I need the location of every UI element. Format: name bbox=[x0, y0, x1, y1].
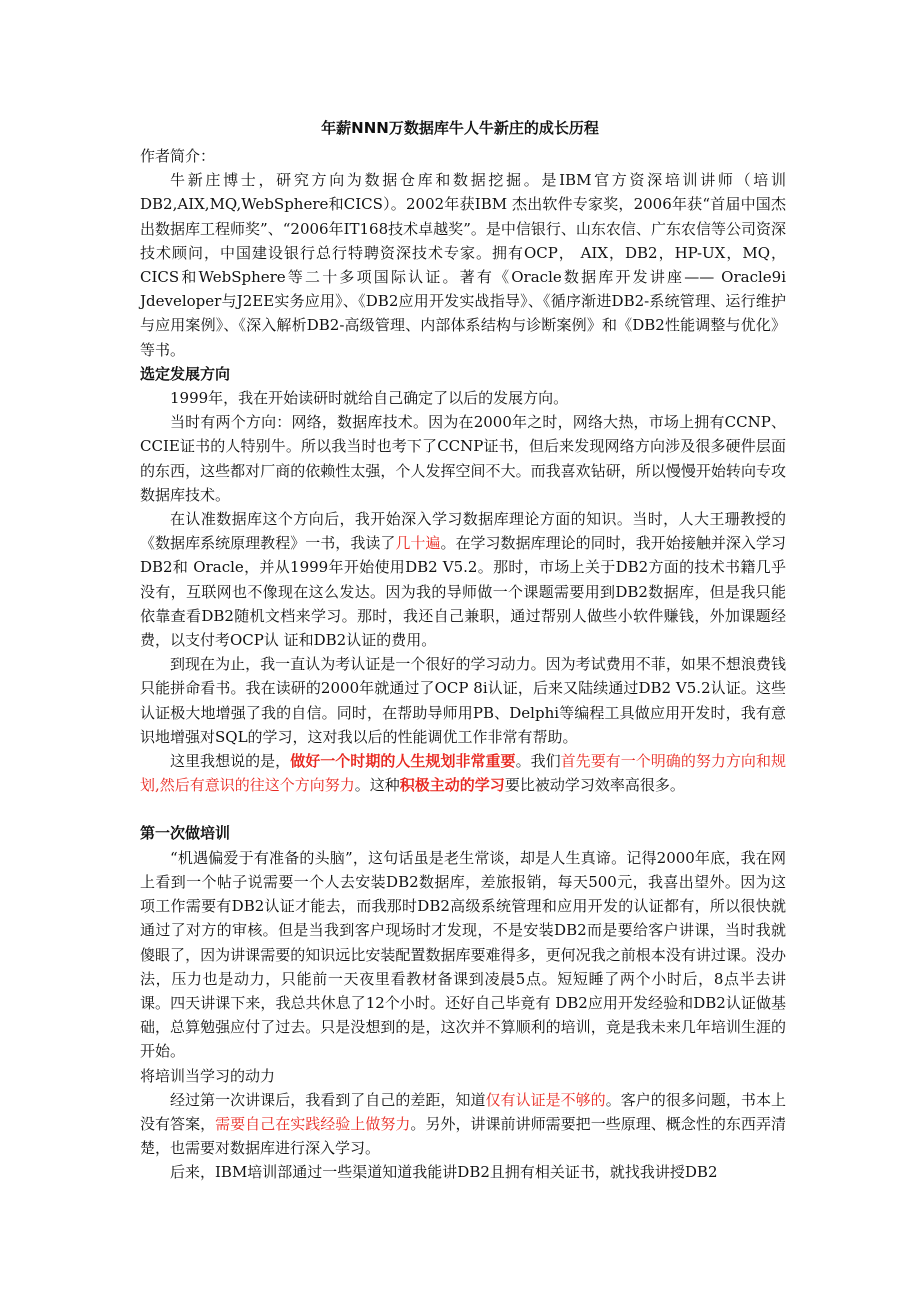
section-heading-direction: 选定发展方向 bbox=[140, 364, 231, 383]
document-body bbox=[140, 144, 786, 1185]
emphasis-text: 做好一个时期的人生规划非常重要 bbox=[290, 752, 516, 771]
emphasis-text: 积极主动的学习 bbox=[399, 776, 505, 795]
text-run: 。这种 bbox=[354, 776, 400, 795]
text-run: 这里我想说的是， bbox=[170, 752, 291, 771]
section-heading-first-training: 第一次做培训 bbox=[140, 824, 231, 843]
emphasis-text: 仅有认证是不够的 bbox=[485, 1090, 606, 1109]
text-run: 。客户的很多问题，书本上没有答案， bbox=[140, 1090, 786, 1133]
text-run: 经过第一次讲课后，我看到了自己的差距，知道 bbox=[170, 1090, 486, 1109]
text-run: 。我们 bbox=[515, 752, 561, 771]
intro-paragraph: 牛新庄博士，研究方向为数据仓库和数据挖掘。是IBM官方资深培训讲师（培训DB2,AIX,MQ,WebSphere和CICS）。2002年获IBM 杰出软件专家奖，2006年获“首届中国杰出数据库工程师奖”、“2006年IT168技术卓越奖”。是中信银行、山东农信、广东农信等公司资深技术顾问，中国建设银行总行特聘资深技术专家。拥有OCP， AIX，DB2，HP-UX，MQ，CICS和WebSphere等二十多项国际认证。著有《Oracle数据库开发讲座—— Oracle9i Jdeveloper与J2EE实务应用》、《DB2应用开发实战指导》、《循序渐进DB2-系统管理、运行维护与应用案例》、《深入解析DB2-高级管理、内部体系结构与诊断案例》和《DB2性能调整与优化》等书。 bbox=[140, 171, 786, 359]
paragraph bbox=[140, 507, 786, 652]
emphasis-text: 首先要有一个明确的努力方向和规划,然后有意识的往这个方向努力 bbox=[140, 752, 786, 795]
emphasis-text: 需要自己在实践经验上做努力 bbox=[215, 1114, 411, 1133]
text-run: 在认准数据库这个方向后，我开始深入学习数据库理论方面的知识。当时，人大王珊教授的《数据库系统原理教程》一书，我读了 bbox=[140, 510, 786, 553]
section-heading-motivation: 将培训当学习的动力 bbox=[140, 1066, 276, 1085]
text-run: 。另外，讲课前讲师需要把一些原理、概念性的东西弄清楚，也需要对数据库进行深入学习。 bbox=[140, 1114, 786, 1158]
emphasis-text: 几十遍 bbox=[395, 534, 441, 553]
text-run: 。在学习数据库理论的同时，我开始接触并深入学习DB2和 Oracle，并从1999年开始使用DB2 V5.2。那时，市场上关于DB2方面的技术书籍几乎没有，互联网也不像现在这么发达。因为我的导师做一个课题需要用到DB2数据库，但是我只能依靠查看DB2随机文档来学习。那时，我还自己兼职，通过帮别人做些小软件赚钱，外加课题经费，以支付考OCP认 证和DB2认证的费用。 bbox=[140, 534, 786, 650]
paragraph bbox=[140, 749, 786, 797]
intro-label: 作者简介： bbox=[140, 147, 216, 165]
paragraph: 当时有两个方向：网络，数据库技术。因为在2000年之时，网络大热，市场上拥有CCNP、CCIE证书的人特别牛。所以我当时也考下了CCNP证书，但后来发现网络方向涉及很多硬件层面的东西，这些都对厂商的依赖性太强，个人发挥空间不大。而我喜欢钻研，所以慢慢开始转向专攻数据库技术。 bbox=[140, 413, 786, 504]
paragraph: 到现在为止，我一直认为考认证是一个很好的学习动力。因为考试费用不菲，如果不想浪费钱只能拼命看书。我在读研的2000年就通过了OCP 8i认证，后来又陆续通过DB2 V5.2认证。这些认证极大地增强了我的自信。同时，在帮助导师用PB、Delphi等编程工具做应用开发时，我有意识地增强对SQL的学习，这对我以后的性能调优工作非常有帮助。 bbox=[140, 655, 786, 746]
paragraph bbox=[140, 1088, 786, 1161]
document-title: 年薪NNN万数据库牛人牛新庄的成长历程 bbox=[321, 119, 599, 137]
paragraph-gap bbox=[140, 797, 786, 821]
text-run: 要比被动学习效率高很多。 bbox=[504, 776, 685, 795]
paragraph: 1999年，我在开始读研时就给自己确定了以后的发展方向。 bbox=[170, 389, 569, 408]
paragraph: “机遇偏爱于有准备的头脑”，这句话虽是老生常谈，却是人生真谛。记得2000年底，我在网上看到一个帖子说需要一个人去安装DB2数据库，差旅报销，每天500元，我喜出望外。因为这项工作需要有DB2认证才能去，而我那时DB2高级系统管理和应用开发的认证都有，所以很快就通过了对方的审核。但是当我到客户现场时才发现，不是安装DB2而是要给客户讲课，当时我就傻眼了，因为讲课需要的知识远比安装配置数据库要难得多，更何况我之前根本没有讲过课。没办法，压力也是动力，只能前一天夜里看教材备课到凌晨5点。短短睡了两个小时后，8点半去讲课。四天讲课下来，我总共休息了12个小时。还好自己毕竟有 DB2应用开发经验和DB2认证做基础，总算勉强应付了过去。只是没想到的是，这次并不算顺利的培训，竟是我未来几年培训生涯的开始。 bbox=[140, 848, 786, 1061]
paragraph: 后来，IBM培训部通过一些渠道知道我能讲DB2且拥有相关证书，就找我讲授DB2 bbox=[170, 1163, 718, 1182]
